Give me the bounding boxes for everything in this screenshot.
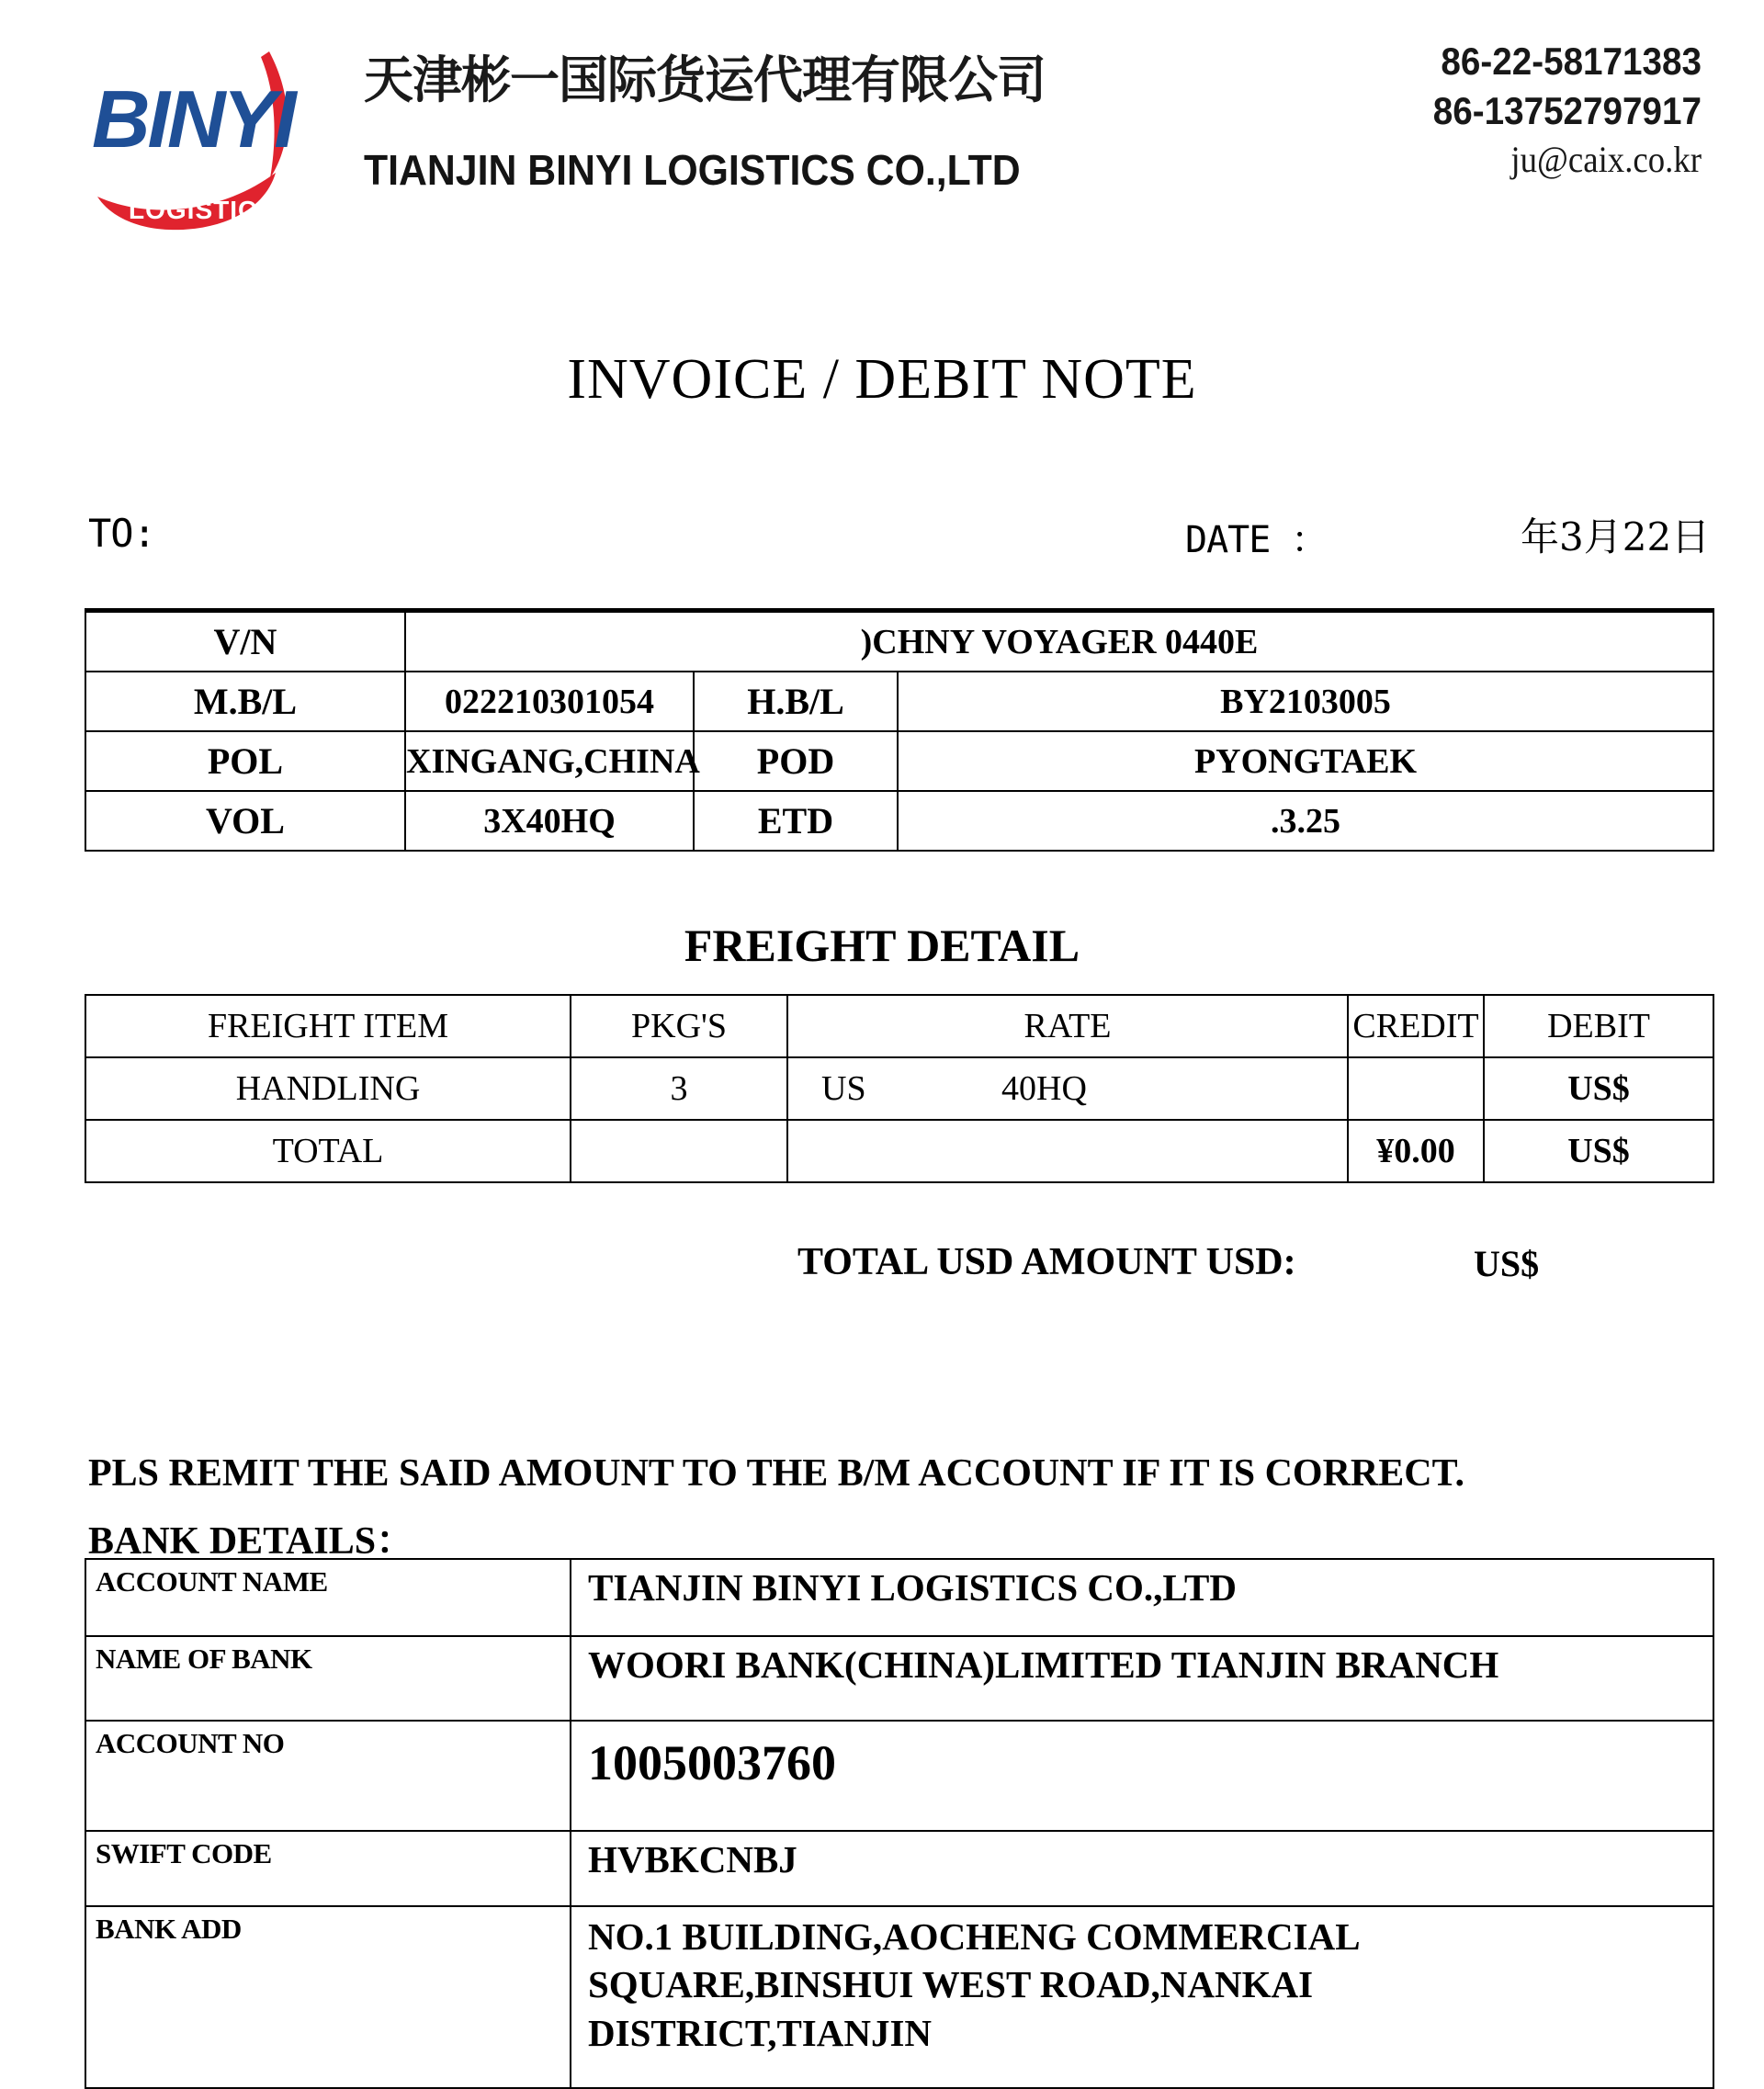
contact-email: ju@caix.co.kr [1510,138,1702,180]
pod-label: POD [694,731,898,791]
vol-value: 3X40HQ [405,791,694,851]
bank-address-line-2: SQUARE,BINSHUI WEST ROAD,NANKAI [588,1963,1314,2006]
svg-text:LOGISTICS: LOGISTICS [129,196,276,224]
document-title: INVOICE / DEBIT NOTE [567,348,1197,411]
to-label: TO: [88,511,155,556]
account-name-value: TIANJIN BINYI LOGISTICS CO.,LTD [571,1559,1713,1636]
bank-address-line-1: NO.1 BUILDING,AOCHENG COMMERCIAL [588,1915,1361,1958]
account-no-label: ACCOUNT NO [85,1721,571,1831]
row-item: HANDLING [85,1057,571,1120]
pod-value: PYONGTAEK [898,731,1713,791]
remit-instruction: PLS REMIT THE SAID AMOUNT TO THE B/M ACCOUNT IF IT IS CORRECT. [88,1452,1464,1495]
total-usd-value: US$ [1474,1243,1540,1284]
col-freight-item: FREIGHT ITEM [85,995,571,1057]
mbl-label: M.B/L [85,672,405,731]
total-usd-label: TOTAL USD AMOUNT USD: [797,1241,1296,1283]
row-credit: ¥0.00 [1348,1120,1484,1182]
pol-value: XINGANG,CHINA [405,731,694,791]
row-credit [1348,1057,1484,1120]
bank-address-line-3: DISTRICT,TIANJIN [588,2011,933,2054]
table-row [85,1721,1713,1831]
scan-artifact [1562,1114,1670,1119]
document-header [0,0,1764,276]
row-rate-currency: US [821,1069,866,1108]
row-debit: US$ [1484,1057,1713,1120]
bank-name-value: WOORI BANK(CHINA)LIMITED TIANJIN BRANCH [571,1636,1713,1721]
table-row [85,1559,1713,1636]
table-row [85,731,1713,791]
shipment-info-table [85,608,1714,852]
svg-text:BINYI: BINYI [92,73,294,164]
table-row [85,1831,1713,1906]
account-no-value: 1005003760 [571,1721,1713,1831]
row-item: TOTAL [85,1120,571,1182]
hbl-value: BY2103005 [898,672,1713,731]
freight-detail-table [85,994,1714,1183]
row-pkgs [571,1120,787,1182]
table-row [85,1636,1713,1721]
col-credit: CREDIT [1348,995,1484,1057]
table-header-row [85,995,1713,1057]
table-row [85,1057,1713,1120]
table-row [85,611,1713,672]
account-name-label: ACCOUNT NAME [85,1559,571,1636]
row-rate [787,1057,1348,1120]
contact-phone-1: 86-22-58171383 [1441,40,1702,83]
row-rate-value: 40HQ [1001,1069,1087,1108]
bank-name-label: NAME OF BANK [85,1636,571,1721]
table-row [85,791,1713,851]
vn-value: )CHNY VOYAGER 0440E [405,611,1713,672]
contact-block [1261,37,1702,183]
table-row [85,1906,1713,2088]
hbl-label: H.B/L [694,672,898,731]
table-row [85,1120,1713,1182]
table-row [85,672,1713,731]
col-debit: DEBIT [1484,995,1713,1057]
bank-address-label: BANK ADD [85,1906,571,2088]
bank-address-value [571,1906,1713,2088]
swift-code-label: SWIFT CODE [85,1831,571,1906]
company-logo [81,35,311,232]
etd-label: ETD [694,791,898,851]
vol-label: VOL [85,791,405,851]
date-label: DATE ： [1185,519,1328,561]
row-debit: US$ [1484,1120,1713,1182]
date-value: 年3月22日 [1521,514,1711,559]
bank-details-table [85,1558,1714,2089]
col-pkgs: PKG'S [571,995,787,1057]
bank-details-title: BANK DETAILS： [88,1520,415,1563]
company-name-english: TIANJIN BINYI LOGISTICS CO.,LTD [364,146,1021,194]
col-rate: RATE [787,995,1348,1057]
pol-label: POL [85,731,405,791]
contact-phone-2: 86-13752797917 [1432,88,1702,132]
mbl-value: 022210301054 [405,672,694,731]
swift-code-value: HVBKCNBJ [571,1831,1713,1906]
freight-detail-heading: FREIGHT DETAIL [684,920,1080,971]
company-name-chinese: 天津彬一国际货运代理有限公司 [364,51,1046,110]
etd-value: .3.25 [898,791,1713,851]
vn-label: V/N [85,611,405,672]
row-pkgs: 3 [571,1057,787,1120]
scan-artifact [1562,1052,1670,1056]
row-rate [787,1120,1348,1182]
scan-artifact [972,1052,1108,1056]
